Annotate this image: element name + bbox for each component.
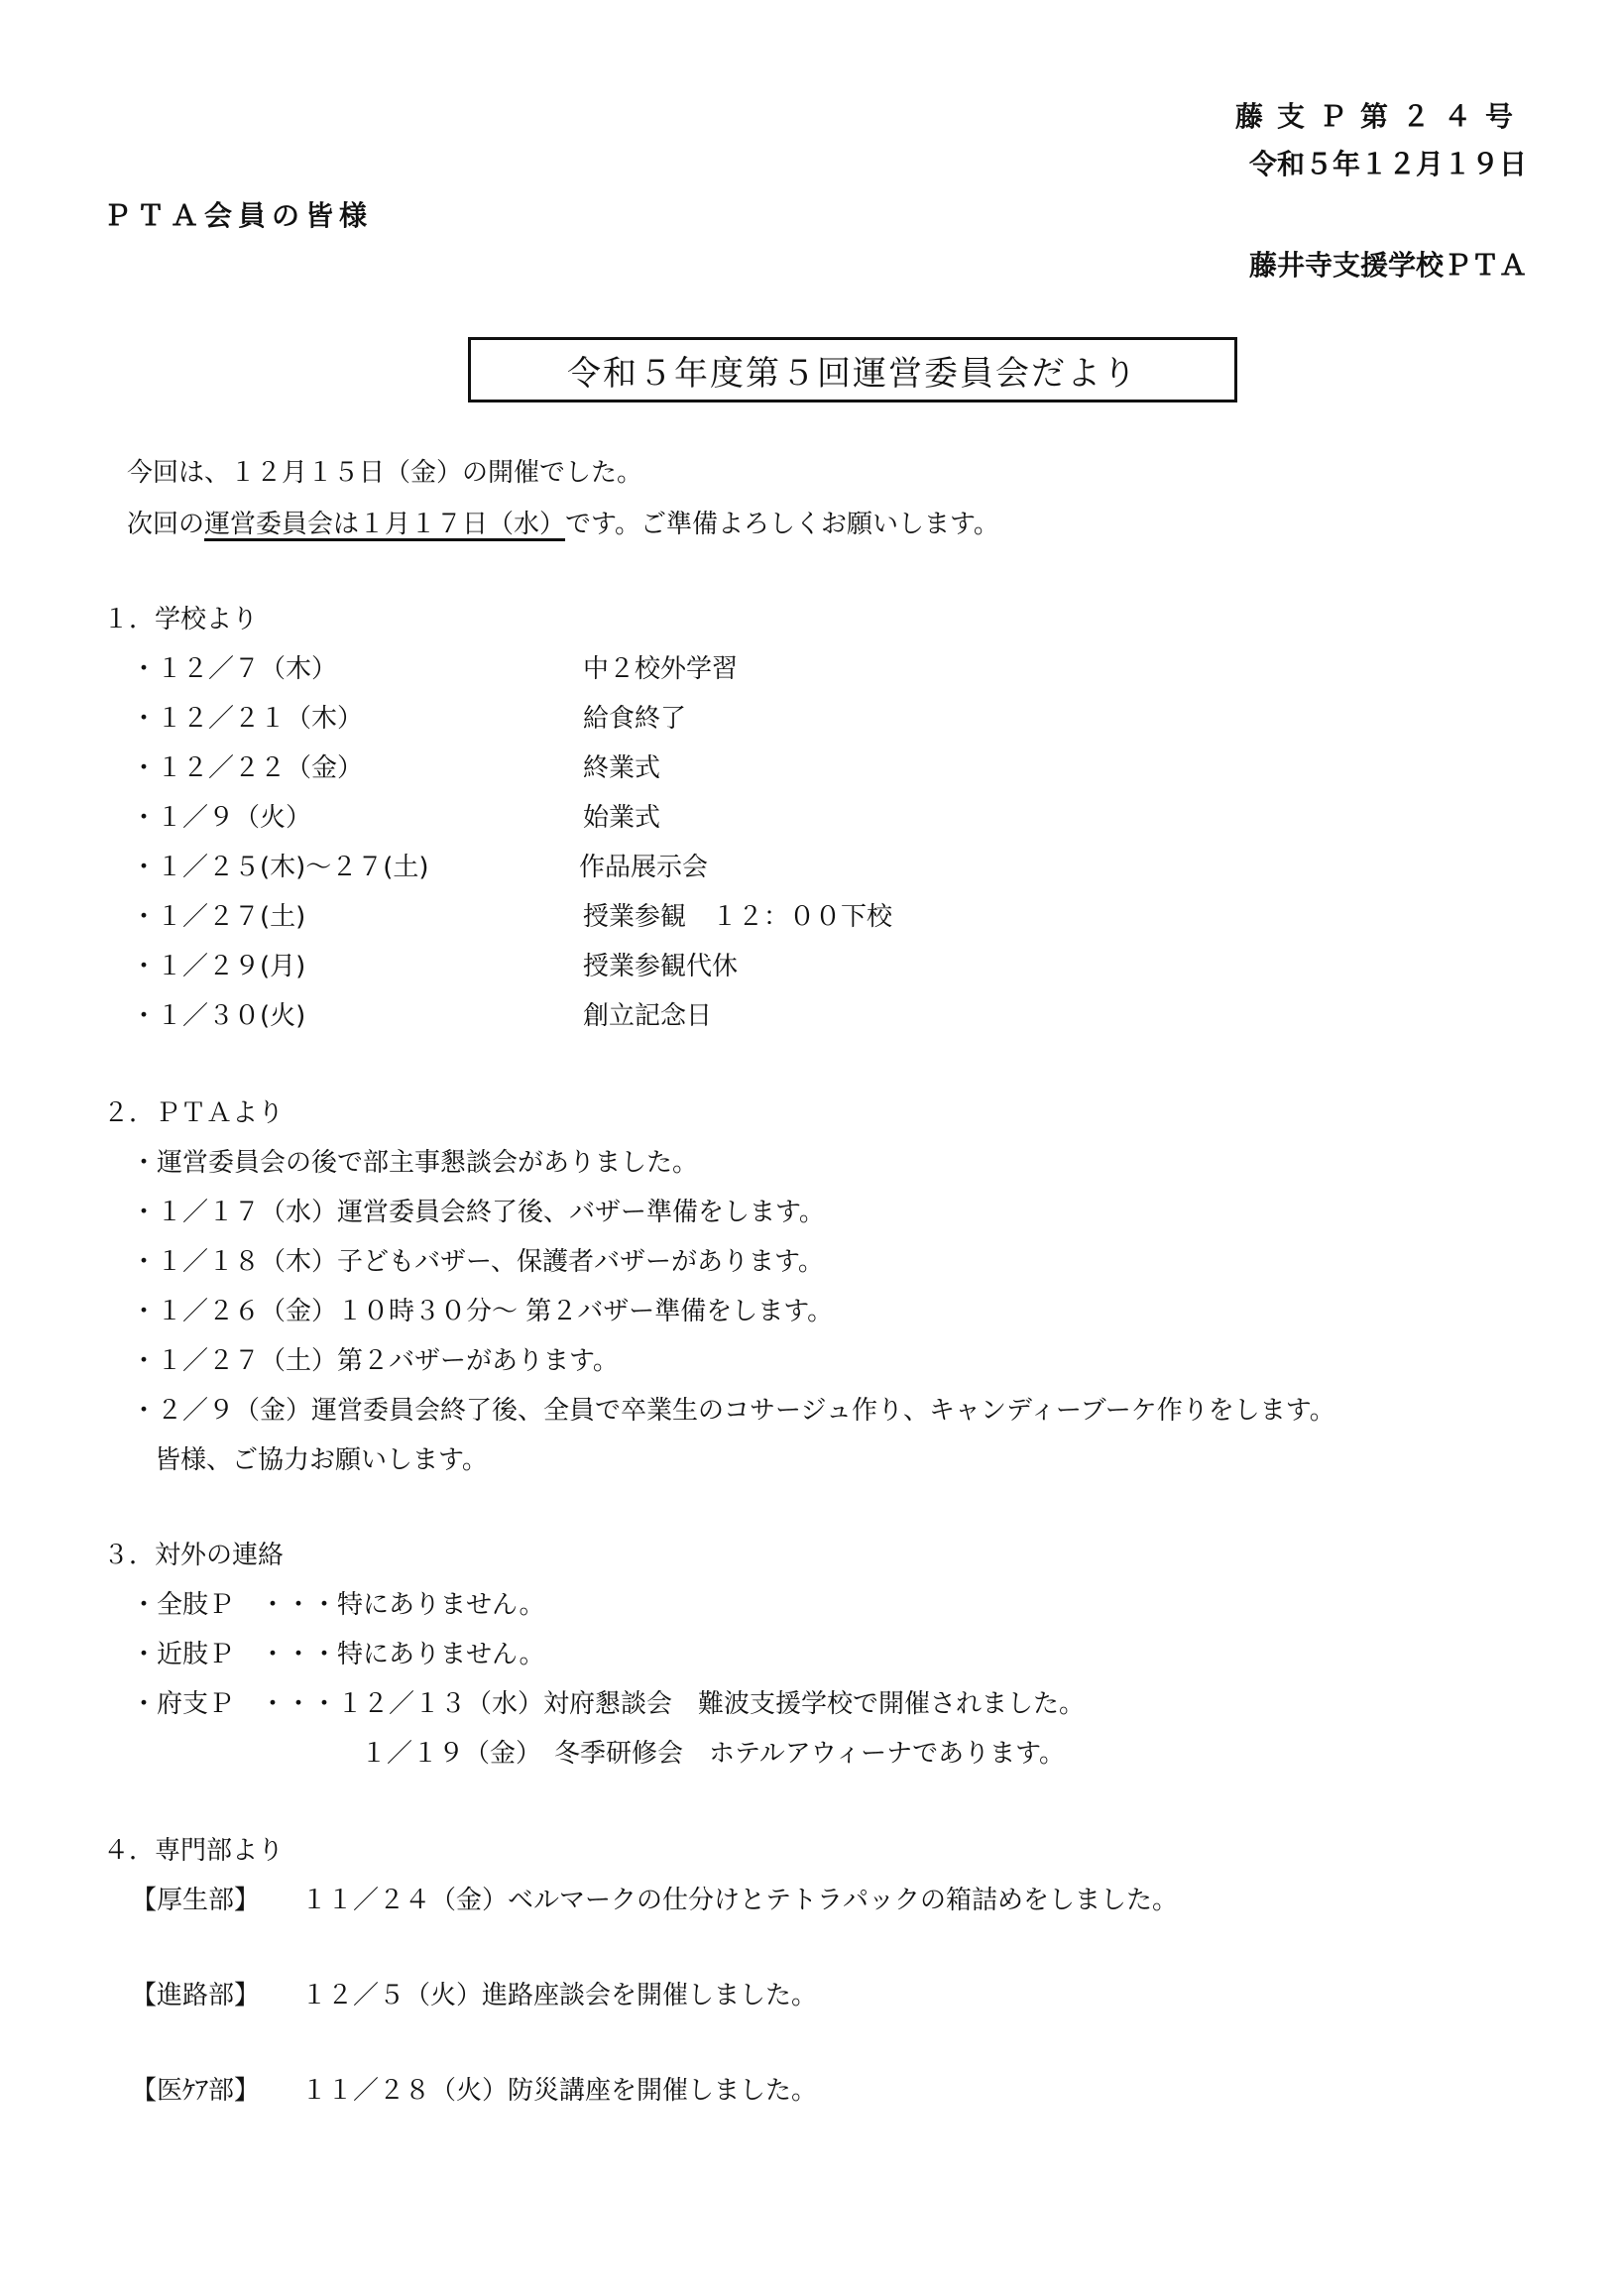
section-2-heading: ２．ＰＴＡより: [103, 1098, 285, 1128]
intro-line-2-suffix: です。ご準備よろしくお願いします。: [565, 510, 999, 539]
pta-item: ・１／１８（木）子どもバザー、保護者バザーがあります。: [131, 1247, 824, 1277]
title-box: [468, 337, 1237, 402]
pta-item: ・１／２７（土）第２バザーがあります。: [131, 1346, 619, 1376]
dept-label: 【進路部】: [131, 1981, 261, 2010]
school-schedule-event: 授業参観代休: [583, 952, 739, 981]
school-schedule-date: ・１／２９(月): [131, 952, 306, 981]
school-schedule-date: ・１２／７（木）: [131, 654, 338, 684]
section-3-heading: ３．対外の連絡: [103, 1541, 285, 1570]
dept-report: １２／５（火）進路座談会を開催しました。: [301, 1981, 818, 2010]
pta-item: ・１／２６（金）１０時３０分～ 第２バザー準備をします。: [131, 1297, 834, 1326]
external-item-continuation: １／１９（金） 冬季研修会 ホテルアウィーナであります。: [361, 1739, 1066, 1769]
pta-item: ・１／１７（水）運営委員会終了後、バザー準備をします。: [131, 1198, 825, 1227]
school-schedule-date: ・１２／２２（金）: [131, 753, 364, 783]
section-4-heading: ４．専門部より: [103, 1836, 285, 1866]
intro-line-2: [127, 508, 999, 541]
intro-line-2-prefix: 次回の: [127, 510, 205, 539]
dept-report: １１／２８（火）防災講座を開催しました。: [301, 2076, 818, 2106]
dept-label: 【医ｹｱ部】: [131, 2076, 261, 2106]
school-schedule-date: ・１／３０(火): [131, 1001, 306, 1031]
school-schedule-event: 創立記念日: [583, 1001, 713, 1031]
pta-item: ・２／９（金）運営委員会終了後、全員で卒業生のコサージュ作り、キャンディーブーケ作りをします。: [131, 1396, 1335, 1426]
school-schedule-date: ・１／９（火）: [131, 803, 312, 833]
sender: 藤井寺支援学校ＰＴＡ: [1248, 249, 1527, 282]
page-title: 令和５年度第５回運営委員会だより: [567, 353, 1138, 394]
school-schedule-event: 給食終了: [583, 704, 687, 734]
school-schedule-date: ・１／２５(木)～２７(土): [131, 853, 429, 882]
dept-report: １１／２４（金）ベルマークの仕分けとテトラパックの箱詰めをしました。: [301, 1886, 1179, 1915]
school-schedule-date: ・１／２７(土): [131, 902, 306, 932]
document-date: 令和５年１２月１９日: [1248, 148, 1527, 180]
pta-item: ・運営委員会の後で部主事懇談会がありました。: [131, 1148, 699, 1178]
document-number: 藤支Ｐ第２４号: [1234, 100, 1527, 133]
dept-label: 【厚生部】: [131, 1886, 261, 1915]
school-schedule-date: ・１２／２１（木）: [131, 704, 364, 734]
external-item: ・近肢Ｐ ・・・特にありません。: [131, 1640, 545, 1669]
external-item: ・全肢Ｐ ・・・特にありません。: [131, 1590, 545, 1620]
pta-item-continuation: 皆様、ご協力お願いします。: [155, 1445, 488, 1475]
school-schedule-event: 授業参観 １２：００下校: [583, 902, 893, 932]
intro-line-1: 今回は、１２月１５日（金）の開催でした。: [127, 458, 643, 488]
school-schedule-event: 終業式: [583, 753, 661, 783]
section-1-heading: １．学校より: [103, 605, 259, 634]
school-schedule-event: 作品展示会: [579, 853, 709, 882]
external-item: ・府支Ｐ ・・・１２／１３（水）対府懇談会 難波支援学校で開催されました。: [131, 1689, 1086, 1719]
school-schedule-event: 始業式: [583, 803, 661, 833]
recipient: ＰＴＡ会員の皆様: [103, 199, 374, 232]
next-meeting-underlined: 運営委員会は１月１７日（水）: [204, 510, 566, 539]
school-schedule-event: 中２校外学習: [583, 654, 739, 684]
